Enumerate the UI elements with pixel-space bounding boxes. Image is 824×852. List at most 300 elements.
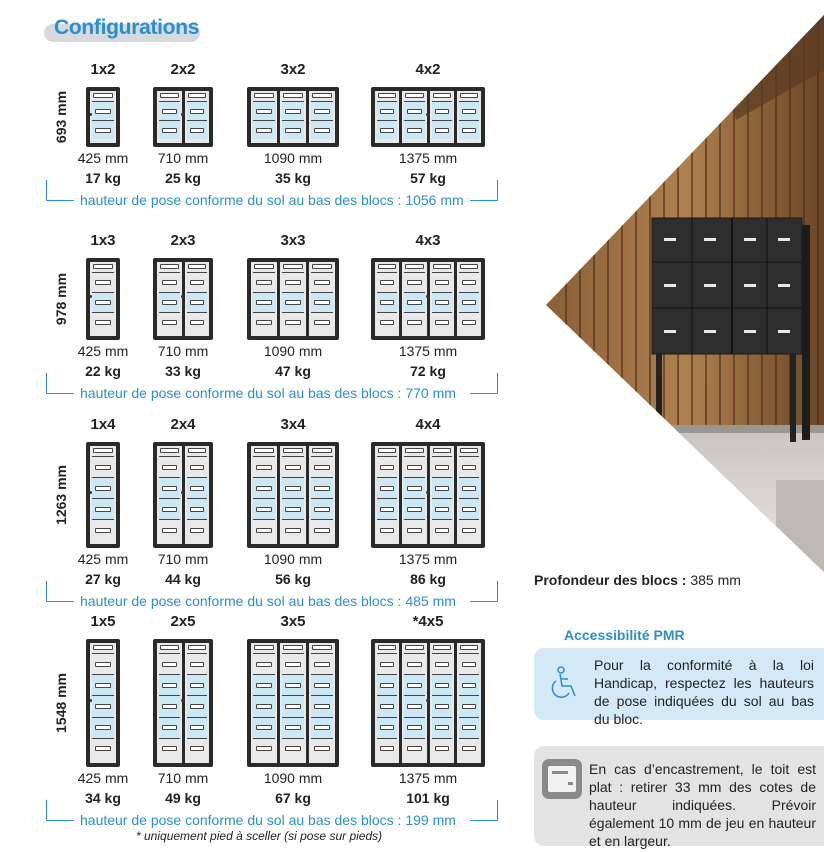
name-plate: [283, 645, 303, 650]
mailbox-slot: [459, 456, 479, 477]
pmr-title: Accessibilité PMR: [564, 627, 685, 643]
name-plate: [283, 93, 303, 98]
mailbox-slot: [253, 456, 275, 477]
letter-slot: [435, 128, 449, 133]
mailbox-slot: [187, 695, 208, 716]
mailbox-slot: [459, 292, 479, 312]
mailbox-slot: [377, 653, 397, 674]
letter-slot: [256, 746, 272, 751]
mailbox-slot: [187, 498, 208, 519]
letter-slot: [462, 704, 476, 709]
mailbox-column: [157, 91, 182, 143]
name-plate: [460, 645, 478, 650]
name-plate: [378, 645, 396, 650]
letter-slot: [407, 465, 421, 470]
mailbox-unit: [247, 442, 339, 548]
name-plate: [433, 93, 451, 98]
mailbox-unit: [371, 87, 485, 147]
letter-slot: [190, 662, 205, 667]
mailbox-unit: [86, 639, 120, 767]
letter-slot: [95, 746, 111, 751]
mailbox-slot: [377, 519, 397, 540]
letter-slot: [162, 704, 177, 709]
mailbox-slot: [159, 101, 180, 120]
name-plate: [93, 264, 113, 269]
width-label: 710 mm: [157, 770, 209, 786]
mailbox-slot: [432, 738, 452, 759]
lock-knob: [426, 113, 429, 116]
mailbox-slot: [282, 498, 304, 519]
pose-height-text: hauteur de pose conforme du sol au bas des blocs : 770 mm: [80, 385, 456, 401]
mailbox-slot: [432, 653, 452, 674]
config-label: 4x2: [415, 61, 441, 78]
letter-slot: [407, 320, 421, 325]
letter-slot: [314, 280, 330, 285]
mailbox-slot: [159, 120, 180, 139]
mailbox-slot: [282, 272, 304, 292]
mailbox-slot: [404, 738, 424, 759]
letter-slot: [380, 662, 394, 667]
config-label: 3x3: [280, 232, 306, 249]
mailbox-slot: [187, 477, 208, 498]
letter-slot: [162, 528, 177, 533]
weight-label: 22 kg: [85, 363, 121, 379]
mailbox-slot: [377, 456, 397, 477]
mailbox-slot: [377, 312, 397, 332]
letter-slot: [95, 528, 111, 533]
mailbox-column: [402, 643, 426, 763]
letter-slot: [380, 725, 394, 730]
mailbox-slot: [311, 519, 333, 540]
mailbox-slot: [432, 312, 452, 332]
letter-slot: [314, 528, 330, 533]
mailbox-slot: [459, 674, 479, 695]
width-label: 425 mm: [77, 770, 129, 786]
letter-slot: [314, 465, 330, 470]
mailbox-unit: [86, 442, 120, 548]
mailbox-slot: [187, 738, 208, 759]
letter-slot: [256, 128, 272, 133]
width-label: 1090 mm: [263, 343, 323, 359]
width-label: 1375 mm: [398, 551, 458, 567]
height-label: 1263 mm: [53, 465, 69, 525]
mailbox-slot: [432, 477, 452, 498]
mailbox-column: [457, 643, 481, 763]
letter-slot: [256, 300, 272, 305]
letter-slot: [190, 109, 205, 114]
name-plate: [254, 93, 274, 98]
mailbox-column: [280, 91, 306, 143]
letter-slot: [95, 725, 111, 730]
config-label: 1x4: [90, 416, 116, 433]
mailbox-slot: [459, 717, 479, 738]
letter-slot: [407, 280, 421, 285]
mailbox-slot: [187, 456, 208, 477]
letter-slot: [256, 486, 272, 491]
config-label: 2x5: [170, 613, 196, 630]
mailbox-slot: [159, 738, 180, 759]
mailbox-slot: [253, 272, 275, 292]
name-plate: [93, 645, 113, 650]
letter-slot: [380, 507, 394, 512]
lock-knob: [426, 699, 429, 702]
mailbox-unit: [153, 87, 213, 147]
letter-slot: [285, 662, 301, 667]
mailbox-slot: [92, 653, 114, 674]
name-plate: [283, 264, 303, 269]
mailbox-column: [185, 91, 210, 143]
letter-slot: [435, 300, 449, 305]
mailbox-slot: [187, 272, 208, 292]
name-plate: [433, 645, 451, 650]
mailbox-slot: [311, 272, 333, 292]
mailbox-column: [309, 91, 335, 143]
letter-slot: [256, 507, 272, 512]
mailbox-slot: [253, 674, 275, 695]
mailbox-slot: [159, 477, 180, 498]
mailbox-slot: [282, 653, 304, 674]
letter-slot: [162, 280, 177, 285]
config-label: 2x3: [170, 232, 196, 249]
mailbox-slot: [92, 477, 114, 498]
mailbox-unit: [247, 258, 339, 340]
mailbox-column: [457, 262, 481, 336]
weight-label: 86 kg: [410, 571, 446, 587]
weight-label: 47 kg: [275, 363, 311, 379]
mailbox-slot: [159, 519, 180, 540]
mailbox-slot: [459, 120, 479, 139]
weight-label: 35 kg: [275, 170, 311, 186]
mailbox-column: [309, 262, 335, 336]
mailbox-slot: [282, 477, 304, 498]
name-plate: [254, 645, 274, 650]
letter-slot: [190, 300, 205, 305]
mailbox-column: [402, 262, 426, 336]
lock-knob: [181, 113, 184, 116]
letter-slot: [407, 662, 421, 667]
mailbox-slot: [459, 519, 479, 540]
mailbox-column: [309, 643, 335, 763]
pmr-text: Pour la conformité à la loi Handicap, respectez les hauteurs de pose indiquées du sol au bas du bloc.: [594, 657, 814, 727]
mailbox-column: [90, 643, 116, 763]
mailbox-slot: [404, 653, 424, 674]
mailbox-column: [251, 262, 277, 336]
config-label: 3x5: [280, 613, 306, 630]
letter-slot: [95, 465, 111, 470]
name-plate: [93, 448, 113, 453]
width-label: 710 mm: [157, 150, 209, 166]
mailbox-photo: [546, 0, 824, 572]
mailbox-slot: [377, 695, 397, 716]
config-label: 4x3: [415, 232, 441, 249]
letter-slot: [162, 683, 177, 688]
mailbox-slot: [311, 120, 333, 139]
mailbox-slot: [432, 674, 452, 695]
letter-slot: [380, 320, 394, 325]
mailbox-slot: [404, 120, 424, 139]
weight-label: 57 kg: [410, 170, 446, 186]
letter-slot: [314, 109, 330, 114]
mailbox-slot: [404, 695, 424, 716]
mailbox-slot: [404, 456, 424, 477]
letter-slot: [285, 528, 301, 533]
letter-slot: [435, 528, 449, 533]
mailbox-icon: [541, 758, 583, 800]
name-plate: [188, 645, 207, 650]
config-label: 3x4: [280, 416, 306, 433]
pose-height-text: hauteur de pose conforme du sol au bas des blocs : 485 mm: [80, 593, 456, 609]
letter-slot: [380, 465, 394, 470]
height-label: 693 mm: [53, 90, 69, 144]
mailbox-slot: [432, 498, 452, 519]
letter-slot: [285, 507, 301, 512]
mailbox-slot: [253, 653, 275, 674]
config-label: 1x2: [90, 61, 116, 78]
mailbox-slot: [92, 101, 114, 120]
letter-slot: [95, 507, 111, 512]
mailbox-slot: [432, 101, 452, 120]
lock-knob: [89, 295, 92, 298]
letter-slot: [190, 746, 205, 751]
mailbox-slot: [159, 272, 180, 292]
mailbox-column: [251, 91, 277, 143]
mailbox-slot: [311, 738, 333, 759]
name-plate: [433, 448, 451, 453]
mailbox-slot: [404, 477, 424, 498]
letter-slot: [95, 662, 111, 667]
mailbox-slot: [92, 695, 114, 716]
mailbox-slot: [377, 674, 397, 695]
letter-slot: [407, 746, 421, 751]
letter-slot: [314, 128, 330, 133]
mailbox-slot: [404, 101, 424, 120]
mailbox-slot: [92, 738, 114, 759]
letter-slot: [435, 662, 449, 667]
mailbox-slot: [253, 498, 275, 519]
mailbox-slot: [187, 101, 208, 120]
mailbox-slot: [282, 312, 304, 332]
letter-slot: [380, 300, 394, 305]
mailbox-slot: [282, 674, 304, 695]
name-plate: [93, 93, 113, 98]
mailbox-slot: [459, 498, 479, 519]
name-plate: [460, 448, 478, 453]
letter-slot: [407, 704, 421, 709]
letter-slot: [162, 465, 177, 470]
letter-slot: [435, 486, 449, 491]
lock-knob: [89, 491, 92, 494]
mailbox-slot: [282, 695, 304, 716]
letter-slot: [314, 662, 330, 667]
letter-slot: [190, 280, 205, 285]
mailbox-unit: [153, 258, 213, 340]
mailbox-slot: [282, 120, 304, 139]
footnote: * uniquement pied à sceller (si pose sur pieds): [136, 829, 383, 843]
mailbox-slot: [311, 653, 333, 674]
letter-slot: [256, 280, 272, 285]
letter-slot: [314, 704, 330, 709]
mailbox-column: [157, 262, 182, 336]
name-plate: [254, 264, 274, 269]
letter-slot: [190, 725, 205, 730]
mailbox-column: [185, 262, 210, 336]
mailbox-slot: [282, 292, 304, 312]
mailbox-slot: [311, 674, 333, 695]
letter-slot: [190, 128, 205, 133]
lock-knob: [181, 295, 184, 298]
mailbox-column: [457, 91, 481, 143]
letter-slot: [380, 486, 394, 491]
letter-slot: [462, 320, 476, 325]
wheelchair-icon: [542, 664, 582, 704]
height-label: 978 mm: [53, 272, 69, 326]
letter-slot: [95, 300, 111, 305]
mailbox-slot: [404, 312, 424, 332]
letter-slot: [462, 280, 476, 285]
mailbox-slot: [459, 101, 479, 120]
letter-slot: [162, 507, 177, 512]
mailbox-slot: [282, 101, 304, 120]
letter-slot: [462, 662, 476, 667]
mailbox-slot: [159, 456, 180, 477]
mailbox-slot: [92, 498, 114, 519]
letter-slot: [380, 280, 394, 285]
letter-slot: [380, 109, 394, 114]
mailbox-slot: [459, 477, 479, 498]
letter-slot: [407, 683, 421, 688]
name-plate: [312, 264, 332, 269]
letter-slot: [380, 704, 394, 709]
mailbox-slot: [377, 292, 397, 312]
mailbox-unit: [86, 87, 120, 147]
mailbox-slot: [404, 674, 424, 695]
letter-slot: [95, 280, 111, 285]
mailbox-slot: [92, 120, 114, 139]
config-label: 3x2: [280, 61, 306, 78]
mailbox-slot: [432, 456, 452, 477]
letter-slot: [314, 725, 330, 730]
letter-slot: [314, 486, 330, 491]
weight-label: 27 kg: [85, 571, 121, 587]
mailbox-unit: [371, 639, 485, 767]
letter-slot: [462, 128, 476, 133]
mailbox-column: [90, 446, 116, 544]
letter-slot: [285, 320, 301, 325]
name-plate: [312, 448, 332, 453]
letter-slot: [314, 320, 330, 325]
letter-slot: [95, 320, 111, 325]
width-label: 1375 mm: [398, 770, 458, 786]
letter-slot: [190, 507, 205, 512]
mailbox-slot: [432, 717, 452, 738]
mailbox-column: [309, 446, 335, 544]
name-plate: [160, 645, 179, 650]
letter-slot: [190, 683, 205, 688]
mailbox-slot: [159, 717, 180, 738]
name-plate: [254, 448, 274, 453]
name-plate: [460, 93, 478, 98]
lock-knob: [181, 699, 184, 702]
letter-slot: [462, 109, 476, 114]
width-label: 710 mm: [157, 551, 209, 567]
mailbox-slot: [253, 695, 275, 716]
mailbox-slot: [253, 477, 275, 498]
mailbox-column: [430, 262, 454, 336]
mailbox-slot: [187, 312, 208, 332]
letter-slot: [190, 704, 205, 709]
letter-slot: [190, 465, 205, 470]
mailbox-column: [375, 262, 399, 336]
lock-knob: [426, 491, 429, 494]
name-plate: [160, 93, 179, 98]
mailbox-unit: [86, 258, 120, 340]
mailbox-unit: [371, 258, 485, 340]
letter-slot: [407, 109, 421, 114]
mailbox-column: [157, 643, 182, 763]
letter-slot: [285, 128, 301, 133]
weight-label: 25 kg: [165, 170, 201, 186]
mailbox-slot: [404, 717, 424, 738]
letter-slot: [462, 465, 476, 470]
weight-label: 101 kg: [406, 790, 450, 806]
mailbox-column: [251, 643, 277, 763]
name-plate: [160, 264, 179, 269]
mailbox-slot: [92, 717, 114, 738]
mailbox-slot: [377, 717, 397, 738]
mailbox-slot: [253, 738, 275, 759]
mailbox-slot: [92, 674, 114, 695]
mailbox-slot: [432, 272, 452, 292]
letter-slot: [190, 528, 205, 533]
letter-slot: [95, 486, 111, 491]
name-plate: [405, 264, 423, 269]
weight-label: 33 kg: [165, 363, 201, 379]
weight-label: 67 kg: [275, 790, 311, 806]
letter-slot: [462, 507, 476, 512]
mailbox-column: [375, 91, 399, 143]
letter-slot: [162, 662, 177, 667]
mailbox-column: [185, 643, 210, 763]
mailbox-slot: [159, 312, 180, 332]
mailbox-slot: [311, 101, 333, 120]
mailbox-slot: [282, 738, 304, 759]
letter-slot: [285, 683, 301, 688]
letter-slot: [407, 507, 421, 512]
letter-slot: [435, 465, 449, 470]
letter-slot: [435, 320, 449, 325]
mailbox-column: [402, 91, 426, 143]
mailbox-slot: [311, 717, 333, 738]
name-plate: [188, 264, 207, 269]
letter-slot: [285, 465, 301, 470]
mailbox-slot: [377, 498, 397, 519]
weight-label: 49 kg: [165, 790, 201, 806]
weight-label: 17 kg: [85, 170, 121, 186]
letter-slot: [162, 109, 177, 114]
mailbox-slot: [92, 519, 114, 540]
pose-height-text: hauteur de pose conforme du sol au bas des blocs : 199 mm: [80, 812, 456, 828]
mailbox-slot: [187, 292, 208, 312]
pose-height-text: hauteur de pose conforme du sol au bas des blocs : 1056 mm: [80, 192, 464, 208]
letter-slot: [314, 300, 330, 305]
mailbox-column: [280, 262, 306, 336]
mailbox-column: [375, 643, 399, 763]
letter-slot: [162, 725, 177, 730]
mailbox-slot: [311, 477, 333, 498]
mailbox-slot: [92, 456, 114, 477]
mailbox-slot: [253, 312, 275, 332]
mailbox-slot: [282, 717, 304, 738]
